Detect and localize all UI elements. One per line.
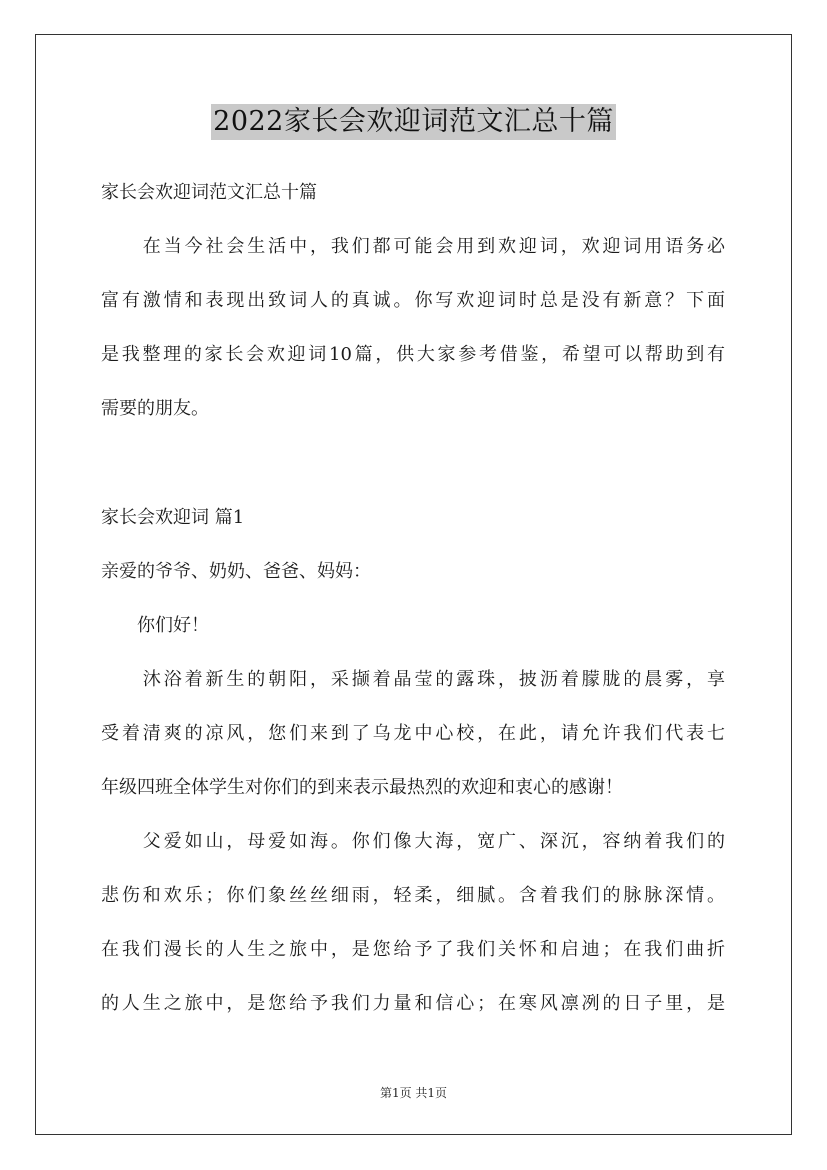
paragraph-line: 受着清爽的凉风，您们来到了乌龙中心校，在此，请允许我们代表七 [101, 723, 725, 744]
paragraph-line: 沐浴着新生的朝阳，采撷着晶莹的露珠，披沥着朦胧的晨雾，享 [101, 669, 725, 690]
greeting-line: 你们好！ [101, 615, 209, 636]
document-title: 2022家长会欢迎词范文汇总十篇 [211, 104, 616, 140]
subtitle-line: 家长会欢迎词范文汇总十篇 [101, 182, 317, 203]
paragraph-line: 的人生之旅中，是您给予我们力量和信心；在寒风凛冽的日子里，是 [101, 993, 725, 1014]
page-footer: 第1页 共1页 [379, 1086, 448, 1100]
paragraph-line: 富有激情和表现出致词人的真诚。你写欢迎词时总是没有新意？下面 [101, 290, 725, 311]
section-heading: 家长会欢迎词 篇1 [101, 507, 245, 528]
paragraph-line: 悲伤和欢乐；你们象丝丝细雨，轻柔，细腻。含着我们的脉脉深情。 [101, 885, 725, 906]
paragraph-line: 在当今社会生活中，我们都可能会用到欢迎词，欢迎词用语务必 [101, 236, 725, 257]
paragraph-line: 需要的朋友。 [101, 398, 209, 419]
title-container [0, 104, 827, 140]
salutation-line: 亲爱的爷爷、奶奶、爸爸、妈妈： [101, 561, 371, 582]
paragraph-line: 是我整理的家长会欢迎词10篇，供大家参考借鉴，希望可以帮助到有 [101, 344, 725, 365]
paragraph-line: 年级四班全体学生对你们的到来表示最热烈的欢迎和衷心的感谢！ [101, 777, 623, 798]
paragraph-line: 父爱如山，母爱如海。你们像大海，宽广、深沉，容纳着我们的 [101, 831, 725, 852]
paragraph-line: 在我们漫长的人生之旅中，是您给予了我们关怀和启迪；在我们曲折 [101, 939, 725, 960]
